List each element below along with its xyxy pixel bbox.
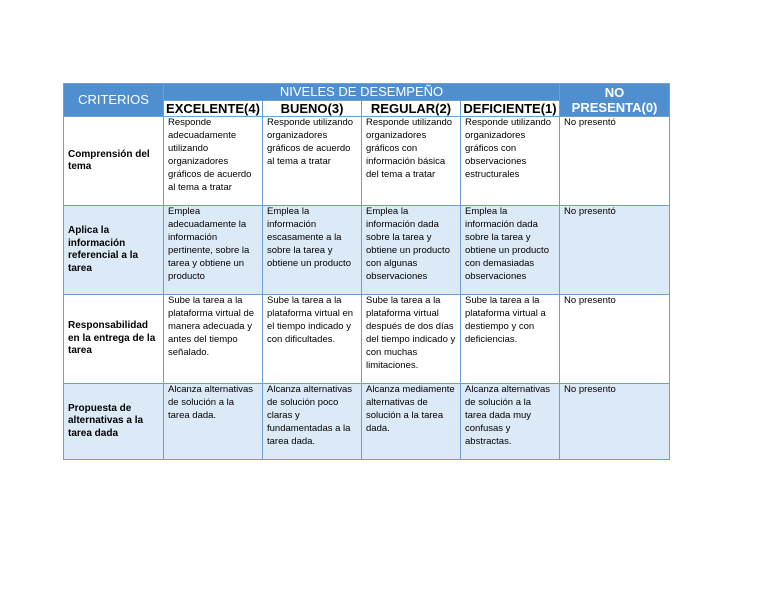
table-row [64, 384, 670, 460]
header-bueno: BUENO(3) [263, 101, 362, 117]
cell-regular: Emplea la información dada sobre la tarea y obtiene un producto con algunas observaciones [362, 206, 461, 295]
table-row [64, 295, 670, 384]
header-criterios: CRITERIOS [64, 84, 164, 117]
header-no-presenta-line2: PRESENTA(0) [571, 100, 658, 115]
cell-excelente: Responde adecuadamente utilizando organizadores gráficos de acuerdo al tema a tratar [164, 117, 263, 206]
cell-regular: Sube la tarea a la plataforma virtual después de dos días del tiempo indicado y con muchas limitaciones. [362, 295, 461, 384]
cell-bueno: Emplea la información escasamente a la sobre la tarea y obtiene un producto [263, 206, 362, 295]
table-row [64, 206, 670, 295]
cell-excelente: Sube la tarea a la plataforma virtual de manera adecuada y antes del tiempo señalado. [164, 295, 263, 384]
header-no-presenta [560, 84, 670, 117]
criterion-cell: Aplica la información referencial a la tarea [64, 206, 164, 295]
criterion-cell: Propuesta de alternativas a la tarea dada [64, 384, 164, 460]
header-niveles: NIVELES DE DESEMPEÑO [164, 84, 560, 101]
table-row [64, 117, 670, 206]
cell-deficiente: Sube la tarea a la plataforma virtual a destiempo y con deficiencias. [461, 295, 560, 384]
cell-deficiente: Alcanza alternativas de solución a la tarea dada muy confusas y abstractas. [461, 384, 560, 460]
cell-no-presenta: No presento [560, 384, 670, 460]
rubric-table [63, 83, 670, 460]
cell-bueno: Alcanza alternativas de solución poco claras y fundamentadas a la tarea dada. [263, 384, 362, 460]
cell-no-presenta: No presentó [560, 117, 670, 206]
cell-regular: Alcanza mediamente alternativas de solución a la tarea dada. [362, 384, 461, 460]
header-deficiente: DEFICIENTE(1) [461, 101, 560, 117]
header-excelente: EXCELENTE(4) [164, 101, 263, 117]
criterion-cell: Responsabilidad en la entrega de la tarea [64, 295, 164, 384]
cell-no-presenta: No presento [560, 295, 670, 384]
criterion-cell: Comprensión del tema [64, 117, 164, 206]
cell-excelente: Emplea adecuadamente la información pertinente, sobre la tarea y obtiene un producto [164, 206, 263, 295]
cell-bueno: Responde utilizando organizadores gráficos de acuerdo al tema a tratar [263, 117, 362, 206]
header-no-presenta-line1: NO [604, 85, 625, 100]
cell-deficiente: Emplea la información dada sobre la tarea y obtiene un producto con demasiadas observaciones [461, 206, 560, 295]
cell-deficiente: Responde utilizando organizadores gráficos con observaciones estructurales [461, 117, 560, 206]
cell-excelente: Alcanza alternativas de solución a la tarea dada. [164, 384, 263, 460]
cell-bueno: Sube la tarea a la plataforma virtual en el tiempo indicado y con dificultades. [263, 295, 362, 384]
header-regular: REGULAR(2) [362, 101, 461, 117]
cell-no-presenta: No presentó [560, 206, 670, 295]
cell-regular: Responde utilizando organizadores gráficos con información básica del tema a tratar [362, 117, 461, 206]
